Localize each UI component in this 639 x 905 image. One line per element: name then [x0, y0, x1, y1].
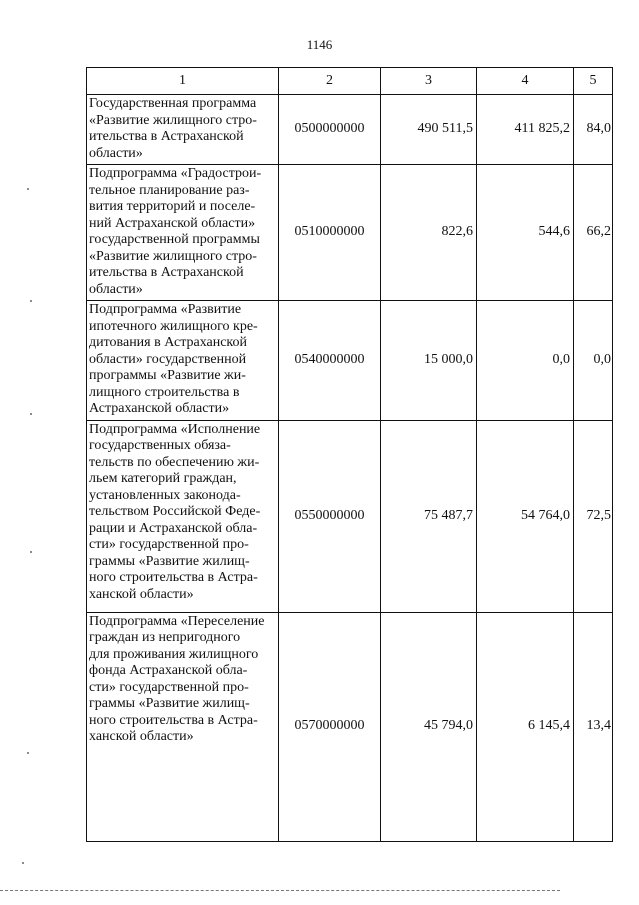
program-name [87, 95, 279, 165]
program-name-line: для проживания жилищного [89, 646, 259, 662]
program-name-line: тельством Российской Феде- [89, 504, 261, 519]
program-name-line: «Развитие жилищного стро- [89, 112, 257, 128]
table-row [87, 612, 613, 841]
execution-percent: 0,0 [574, 301, 613, 421]
program-code: 0510000000 [279, 165, 381, 301]
program-name-line: граждан из непригодного [89, 630, 241, 645]
header-col-2: 2 [279, 68, 381, 95]
program-name-line: дитования в Астраханской [89, 335, 248, 350]
program-code: 0500000000 [279, 95, 381, 165]
program-name-line: государственных обяза- [89, 438, 231, 453]
program-name-line: ительства в Астраханской [89, 129, 244, 144]
program-name-line: Подпрограмма «Переселение [89, 613, 265, 629]
program-name-line: рации и Астраханской обла- [89, 520, 258, 536]
program-name-line: ного строительства в Астра- [89, 712, 258, 728]
program-name-line: установленных законода- [89, 487, 241, 503]
program-name-line: области» государственной [89, 351, 247, 367]
table-row [87, 301, 613, 421]
program-name [87, 165, 279, 301]
program-name-line: программы «Развитие жи- [89, 368, 246, 383]
scan-speck [30, 300, 32, 302]
program-name-line: ного строительства в Астра- [89, 570, 258, 585]
program-name-line: граммы «Развитие жилищ- [89, 696, 250, 711]
header-col-4: 4 [477, 68, 574, 95]
program-name-line: Подпрограмма «Градострои- [89, 166, 262, 181]
program-name-line: ханской области» [89, 586, 194, 602]
scan-speck [27, 752, 29, 754]
budget-table [86, 67, 613, 842]
planned-amount: 75 487,7 [381, 420, 477, 612]
scan-speck [27, 188, 29, 190]
program-name-line: «Развитие жилищного стро- [89, 248, 257, 264]
program-name-line: Подпрограмма «Исполнение [89, 421, 261, 437]
program-name-line: вития территорий и поселе- [89, 199, 256, 214]
program-name-line: области» [89, 281, 143, 297]
program-name-line: области» [89, 145, 143, 161]
planned-amount: 822,6 [381, 165, 477, 301]
actual-amount: 544,6 [477, 165, 574, 301]
program-name-line: Астраханской области» [89, 401, 230, 416]
program-name-line: сти» государственной про- [89, 679, 249, 695]
table-row [87, 165, 613, 301]
execution-percent: 72,5 [574, 420, 613, 612]
actual-amount: 0,0 [477, 301, 574, 421]
program-name-line: ительства в Астраханской [89, 265, 244, 280]
program-name [87, 612, 279, 841]
program-name-line: тельств по обеспечению жи- [89, 454, 260, 470]
program-name-line: ханской области» [89, 729, 194, 744]
scan-edge-line [0, 890, 560, 891]
execution-percent: 13,4 [574, 612, 613, 841]
header-col-1: 1 [87, 68, 279, 95]
table-row [87, 95, 613, 165]
execution-percent: 84,0 [574, 95, 613, 165]
program-name-line: ний Астраханской области» [89, 215, 256, 231]
program-name-line: Подпрограмма «Развитие [89, 302, 242, 317]
table-row [87, 420, 613, 612]
execution-percent: 66,2 [574, 165, 613, 301]
scan-speck [30, 413, 32, 415]
program-name-line: лищного строительства в [89, 384, 240, 400]
actual-amount: 411 825,2 [477, 95, 574, 165]
actual-amount: 6 145,4 [477, 612, 574, 841]
header-col-5: 5 [574, 68, 613, 95]
page-number: 1146 [306, 37, 333, 52]
program-code: 0540000000 [279, 301, 381, 421]
program-name-line: граммы «Развитие жилищ- [89, 553, 250, 569]
program-name [87, 420, 279, 612]
header-row [87, 68, 613, 95]
planned-amount: 490 511,5 [381, 95, 477, 165]
program-code: 0570000000 [279, 612, 381, 841]
program-name-line: ипотечного жилищного кре- [89, 318, 258, 334]
planned-amount: 15 000,0 [381, 301, 477, 421]
actual-amount: 54 764,0 [477, 420, 574, 612]
program-name-line: фонда Астраханской обла- [89, 663, 248, 678]
header-col-3: 3 [381, 68, 477, 95]
planned-amount: 45 794,0 [381, 612, 477, 841]
program-code: 0550000000 [279, 420, 381, 612]
scan-speck [30, 551, 32, 553]
program-name-line: государственной программы [89, 232, 260, 247]
scan-speck [22, 862, 24, 864]
program-name-line: льем категорий граждан, [89, 471, 237, 486]
program-name-line: тельное планирование раз- [89, 182, 250, 198]
program-name [87, 301, 279, 421]
program-name-line: Государственная программа [89, 96, 257, 111]
program-name-line: сти» государственной про- [89, 537, 249, 552]
